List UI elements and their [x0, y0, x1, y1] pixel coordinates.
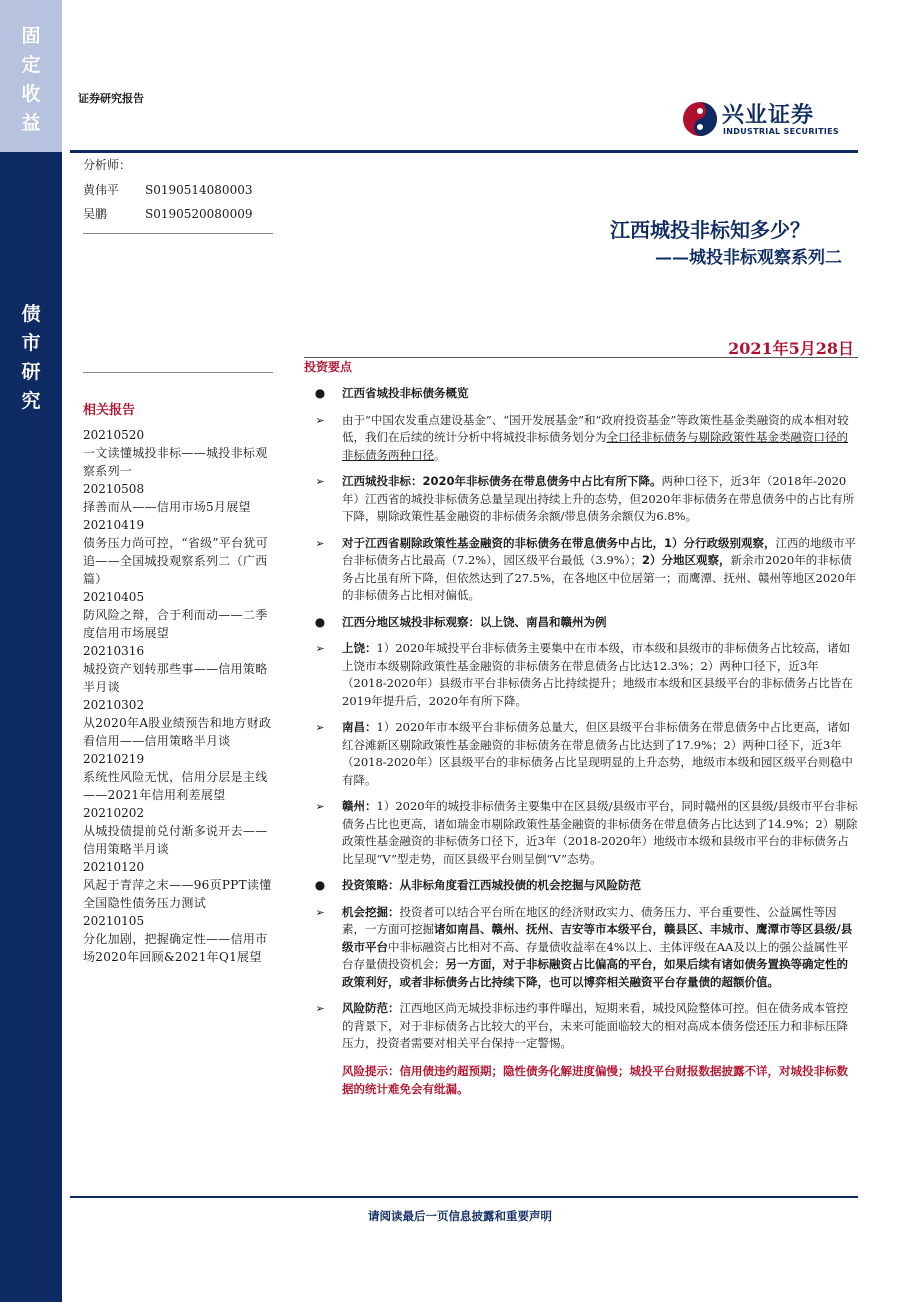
related-title[interactable]: 分化加剧，把握确定性——信用市场2020年回顾&2021年Q1展望: [83, 932, 268, 964]
related-date: 20210405: [83, 590, 145, 604]
arrow-icon: ➢: [315, 475, 325, 488]
summary-paragraph: ➢ 江西城投非标：2020年非标债务在带息债务中占比有所下降。两种口径下，近3年（2018年-2020年）江西省的城投非标债务总量呈现出持续上升的态势，但2020年非标债务在带息债务中的占比有所下降，剔除政策性基金融资的非标债务余额/带息债务余额仅为6.8%。: [304, 473, 858, 526]
related-title[interactable]: 债务压力尚可控，“省级”平台犹可追——全国城投观察系列二（广西篇）: [83, 536, 269, 586]
related-date: 20210202: [83, 806, 145, 820]
analyst-row: [83, 202, 273, 226]
report-date: 2021年5月28日: [728, 339, 854, 358]
related-title[interactable]: 风起于青萍之末——96页PPT读懂全国隐性债务压力测试: [83, 878, 272, 910]
related-date: 20210508: [83, 482, 145, 496]
analyst-id: S0190514080003: [145, 183, 253, 197]
related-title[interactable]: 从城投债提前兑付渐多说开去——信用策略半月谈: [83, 824, 268, 856]
left-sidebar-strip: [0, 0, 62, 1302]
summary-heading: 投资要点: [304, 360, 353, 374]
summary-paragraph: ➢ 由于“中国农发重点建设基金”、“国开发展基金”和“政府投资基金”等政策性基金类融资的成本相对较低，我们在后续的统计分析中将城投非标债务划分为全口径非标债务与剔除政策性基金类融资口径的非标债务两种口径。: [304, 412, 858, 465]
related-item[interactable]: [83, 516, 273, 588]
related-title[interactable]: 择善而从——信用市场5月展望: [83, 500, 251, 514]
summary-body: [304, 385, 858, 1098]
report-type: 证券研究报告: [78, 92, 144, 105]
arrow-icon: ➢: [315, 905, 325, 919]
related-item[interactable]: [83, 804, 273, 858]
related-item[interactable]: [83, 912, 273, 966]
related-title[interactable]: 从2020年A股业绩预告和地方财政看信用——信用策略半月谈: [83, 716, 272, 748]
related-divider: [83, 372, 273, 373]
analyst-box: [83, 152, 273, 226]
related-date: 20210120: [83, 860, 145, 874]
analyst-name: 黄伟平: [83, 183, 120, 197]
report-title: 江西城投非标知多少？: [610, 218, 810, 242]
summary-paragraph: ➢ 对于江西省剔除政策性基金融资的非标债务在带息债务中占比，1）分行政级别观察，江西的地级市平台非标债务占比最高（7.2%），园区级平台最低（3.9%）；2）分地区观察，新余市2020年的非标债务占比虽有所下降，但依然达到了27.5%，在各地区中位居第一；而鹰潭、抚州、赣州等地区2020年的非标债务占比相对偏低。: [304, 535, 858, 605]
analyst-divider: [83, 233, 273, 234]
bullet-icon: ●: [314, 614, 326, 629]
category-fixed-income: 固 定 收 益: [21, 25, 41, 134]
related-item[interactable]: [83, 480, 273, 516]
arrow-icon: ➢: [315, 642, 325, 655]
related-title[interactable]: 防风险之辩，合于利而动——二季度信用市场展望: [83, 608, 268, 640]
section-heading: ● 江西省城投非标债务概览: [304, 385, 858, 403]
related-date: 20210520: [83, 428, 145, 442]
arrow-icon: ➢: [315, 536, 325, 550]
bullet-icon: ●: [314, 386, 326, 400]
section-heading: ● 江西分地区城投非标观察：以上饶、南昌和赣州为例: [304, 614, 858, 632]
related-item[interactable]: [83, 426, 273, 480]
arrow-icon: ➢: [315, 1002, 325, 1015]
related-item[interactable]: [83, 750, 273, 804]
report-subtitle: ——城投非标观察系列二: [655, 248, 842, 268]
related-reports: [83, 400, 273, 966]
summary-paragraph: ➢ 赣州：1）2020年的城投非标债务主要集中在区县级/县级市平台，同时赣州的区县级/县级市平台非标债务占比也更高，诸如瑞金市剔除政策性基金融资的非标债务在带息债务占比达到了14.9%；2）剔除政策性基金融资的非标债务口径下，近3年（2018-2020年）地级市本级和县级市平台的非标债务占比呈现“V”型走势，而区县级平台则呈倒“V”态势。: [304, 798, 858, 868]
arrow-icon: ➢: [315, 721, 325, 734]
related-item[interactable]: [83, 642, 273, 696]
bullet-icon: ●: [314, 878, 326, 892]
related-item[interactable]: [83, 858, 273, 912]
related-date: 20210419: [83, 518, 145, 532]
related-item[interactable]: [83, 588, 273, 642]
summary-paragraph: ➢ 风险防范：江西地区尚无城投非标违约事件曝出，短期来看，城投风险整体可控。但在债务成本管控的背景下，对于非标债务占比较大的平台，未来可能面临较大的相对高成本债务偿还压力和非标压降压力，投资者需要对相关平台保持一定警惕。: [304, 1000, 858, 1053]
summary-paragraph: ➢ 上饶：1）2020年城投平台非标债务主要集中在市本级，市本级和县级市的非标债务占比较高，诸如上饶市本级剔除政策性基金融资的非标债务在带息债务占比达12.3%；2）两种口径下，近3年（2018-2020年）县级市平台非标债务占比持续提升；地级市本级和区县级平台的非标债务占比皆在2019年提升后，2020年有所下降。: [304, 640, 858, 710]
related-item[interactable]: [83, 696, 273, 750]
summary-paragraph: ➢ 机会挖掘：投资者可以结合平台所在地区的经济财政实力、债务压力、平台重要性、公益属性等因素，一方面可挖掘诸如南昌、赣州、抚州、吉安等市本级平台，赣县区、丰城市、鹰潭市等区县级/县级市平台中非标融资占比相对不高、存量债收益率在4%以上、主体评级在AA及以上的强公益属性平台存量债投资机会；另一方面，对于非标融资占比偏高的平台，如果后续有诸如债务置换等确定性的政策利好，或者非标债务占比持续下降，也可以博弈相关融资平台存量债的超额价值。: [304, 904, 858, 992]
analyst-id: S0190520080009: [145, 207, 253, 221]
related-date: 20210105: [83, 914, 145, 928]
related-title[interactable]: 一文读懂城投非标——城投非标观察系列一: [83, 446, 268, 478]
logo-wordmark: 兴业证券: [722, 103, 815, 128]
analyst-label: 分析师：: [83, 158, 132, 172]
category-bond-research: 债 市 研 究: [21, 303, 41, 412]
related-date: 20210316: [83, 644, 145, 658]
analyst-row: [83, 178, 273, 202]
related-heading: 相关报告: [83, 403, 136, 418]
arrow-icon: ➢: [315, 413, 325, 427]
related-title[interactable]: 系统性风险无忧，信用分层是主线——2021年信用利差展望: [83, 770, 268, 802]
risk-warning: 风险提示：信用债违约超预期；隐性债务化解进度偏慢；城投平台财报数据披露不详，对城投非标数据的统计难免会有纰漏。: [342, 1063, 848, 1096]
related-title[interactable]: 城投资产划转那些事——信用策略半月谈: [83, 662, 268, 694]
analyst-name: 吴鹏: [83, 207, 108, 221]
related-date: 20210302: [83, 698, 145, 712]
summary-paragraph: ➢ 南昌：1）2020年市本级平台非标债务总量大，但区县级平台非标债务在带息债务中占比更高，诸如红谷滩新区剔除政策性基金融资的非标债务在带息债务占比达到了17.9%；2）两种口径下，近3年（2018-2020年）区县级平台的非标债务占比呈现明显的上升态势，地级市本级和园区级平台则稳中有降。: [304, 719, 858, 789]
footer-divider: [70, 1196, 858, 1198]
section-heading: ● 投资策略：从非标角度看江西城投债的机会挖掘与风险防范: [304, 877, 858, 895]
arrow-icon: ➢: [315, 800, 325, 813]
date-divider: [304, 357, 858, 358]
logo-english-name: INDUSTRIAL SECURITIES: [723, 127, 839, 136]
related-date: 20210219: [83, 752, 145, 766]
footer-disclaimer[interactable]: 请阅读最后一页信息披露和重要声明: [368, 1209, 552, 1223]
